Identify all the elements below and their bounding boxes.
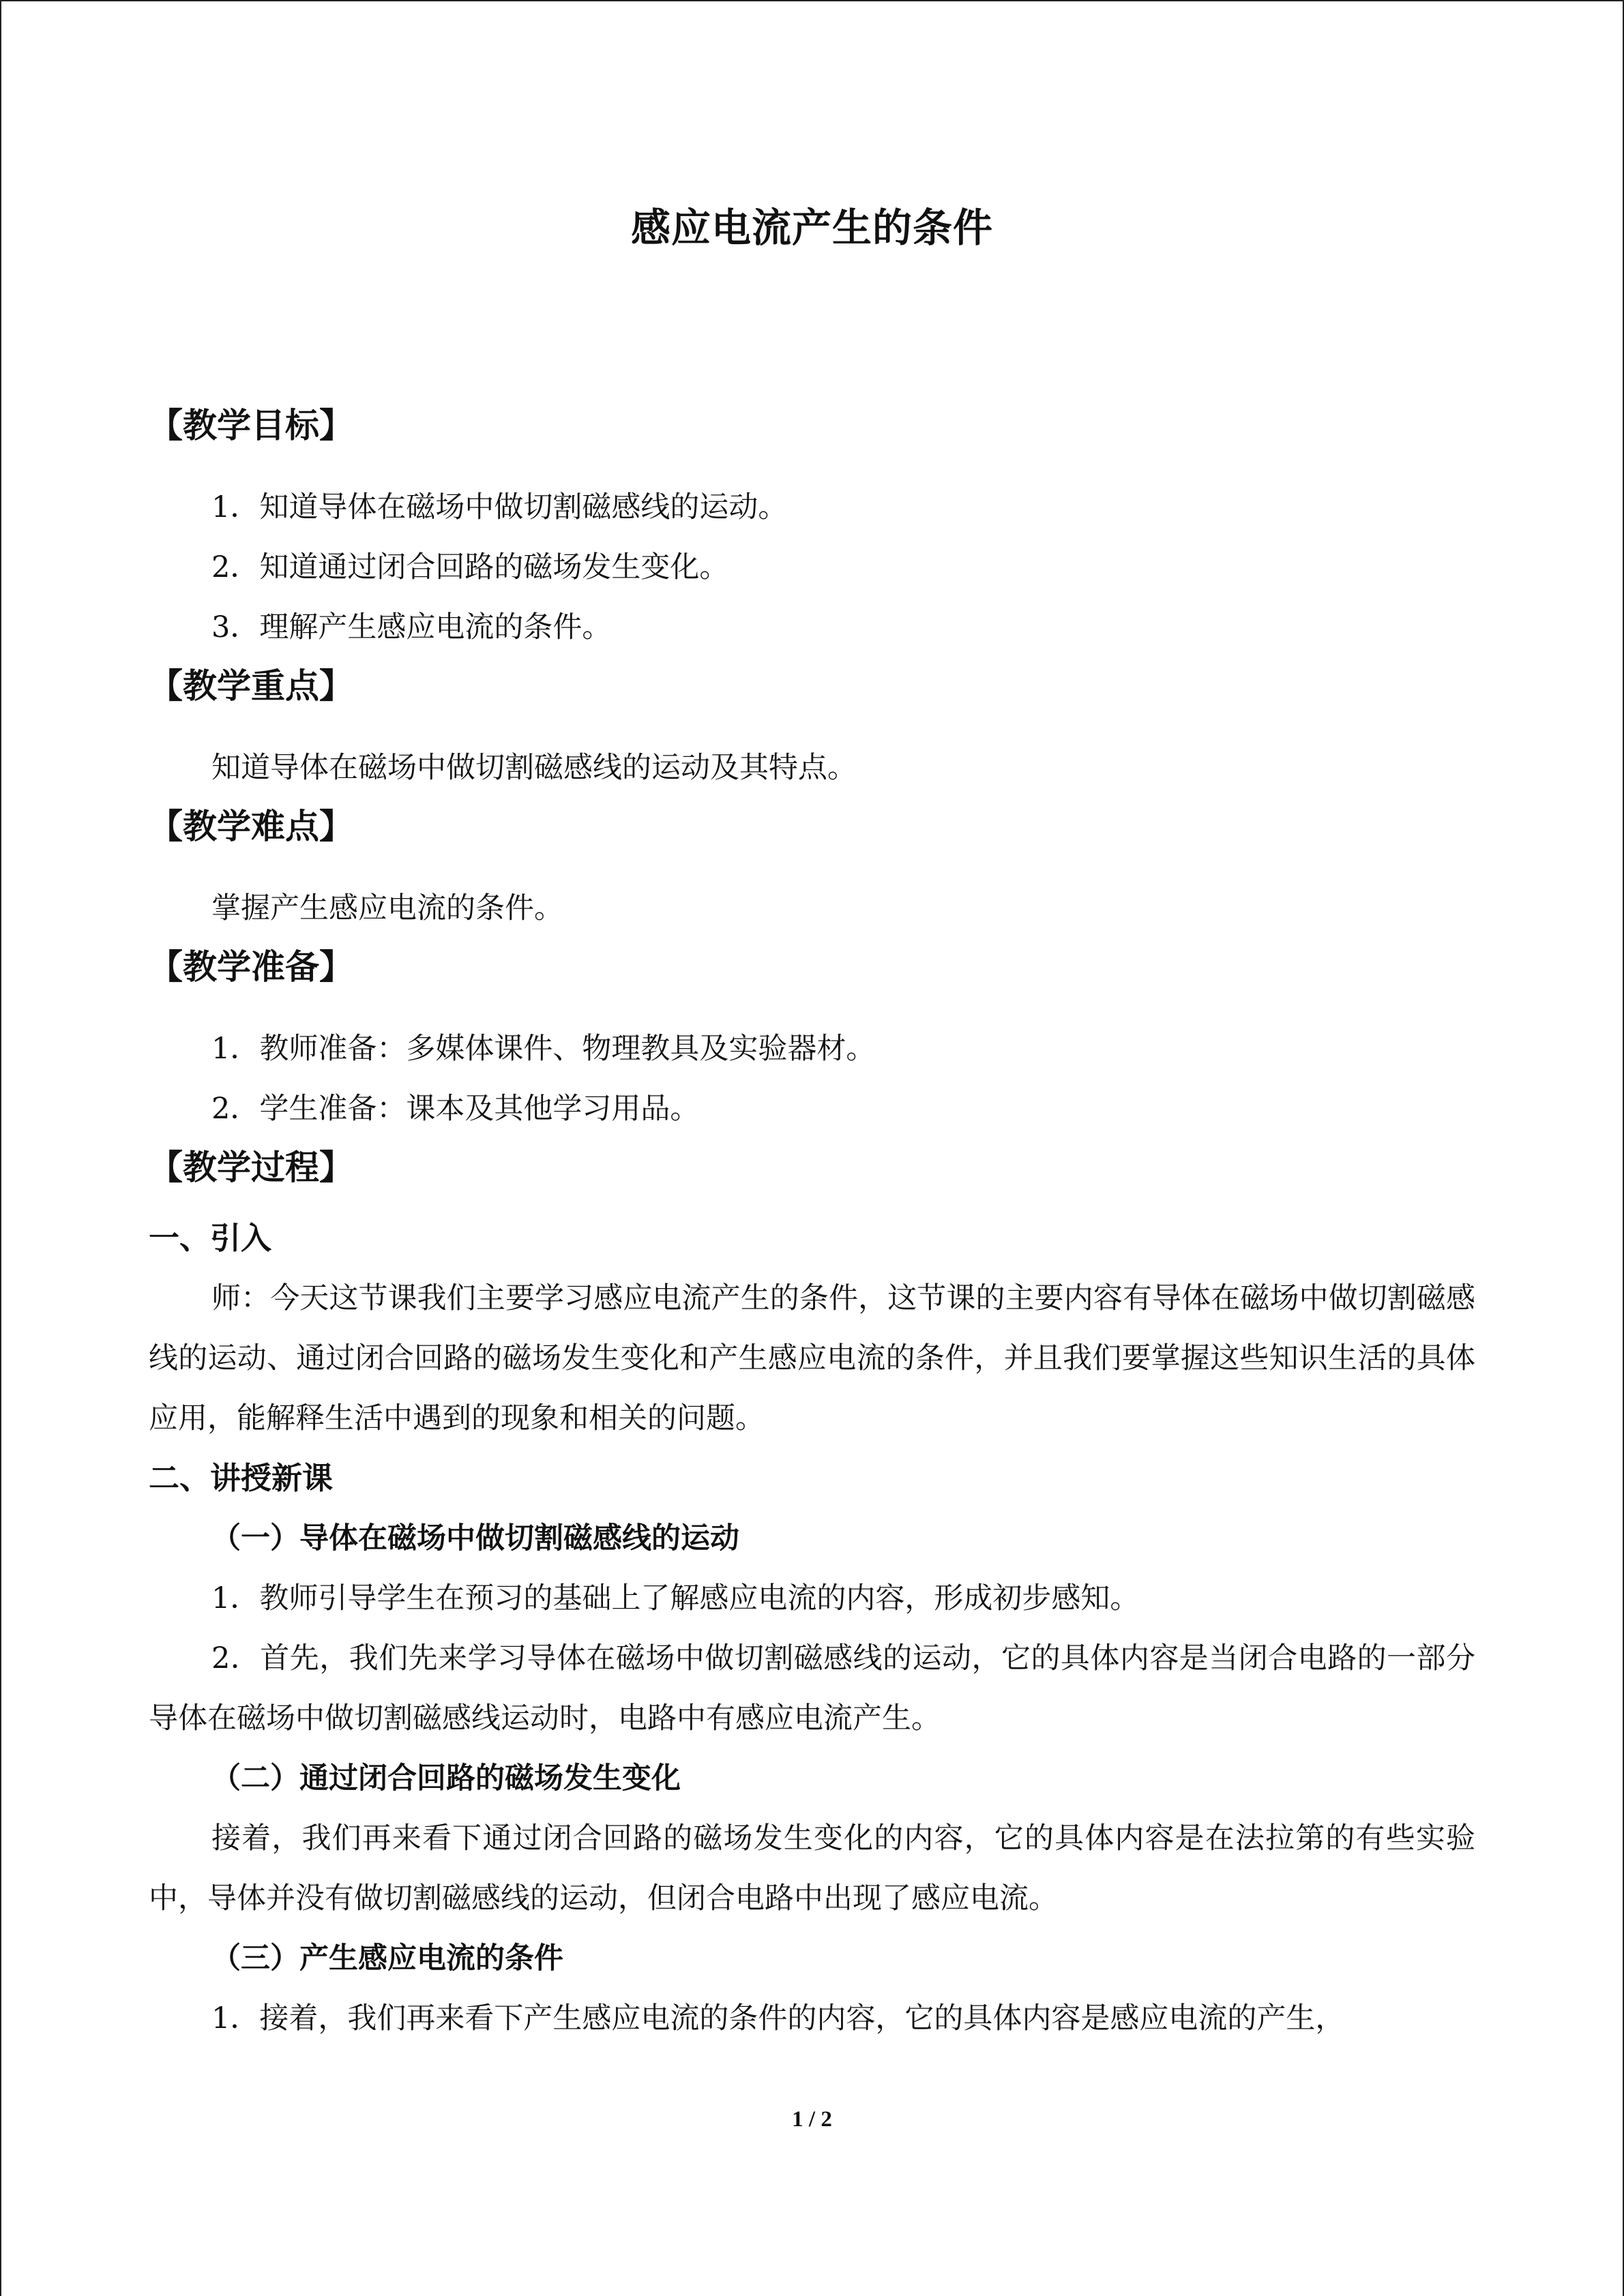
page-border-top [0, 0, 1624, 1]
difficulties-text: 掌握产生感应电流的条件。 [211, 891, 563, 925]
subsection-heading-intro: 一、引入 [149, 1219, 272, 1256]
preparation-item: 2．学生准备：课本及其他学习用品。 [211, 1091, 700, 1126]
page-number: 1 / 2 [792, 2107, 832, 2132]
intro-text: 师：今天这节课我们主要学习感应电流产生的条件，这节课的主要内容有导体在磁场中做切割磁感线的运动、通过闭合回路的磁场发生变化和产生感应电流的条件，并且我们要掌握这些知识生活的具体应用，能解释生活中遇到的现象和相关的问题。 [149, 1281, 1475, 1435]
objective-item: 3．理解产生感应电流的条件。 [211, 610, 612, 644]
section-heading-key-points: 【教学重点】 [149, 666, 353, 706]
section-heading-objectives: 【教学目标】 [149, 405, 353, 445]
spacer [149, 454, 1475, 477]
spacer [149, 996, 1475, 1019]
objective-item: 1．知道导体在磁场中做切割磁感线的运动。 [211, 490, 788, 524]
section-heading-preparation: 【教学准备】 [149, 946, 353, 987]
part3-item: 1．接着，我们再来看下产生感应电流的条件的内容，它的具体内容是感应电流的产生， [211, 2001, 1345, 2036]
part3-heading: （三）产生感应电流的条件 [211, 1941, 563, 1976]
section-preparation [149, 938, 1475, 1139]
part2-text: 接着，我们再来看下通过闭合回路的磁场发生变化的内容，它的具体内容是在法拉第的有些实验中，导体并没有做切割磁感线的运动，但闭合电路中出现了感应电流。 [149, 1821, 1475, 1915]
subsection-heading-new-lesson: 二、讲授新课 [149, 1459, 334, 1496]
spacer [149, 1196, 1475, 1208]
spacer [149, 855, 1475, 878]
document-title: 感应电流产生的条件 [630, 205, 993, 251]
section-process [149, 1139, 1475, 2048]
section-objectives [149, 397, 1475, 657]
page-border-left [0, 0, 1, 2296]
part1-item: 2．首先，我们先来学习导体在磁场中做切割磁感线的运动，它的具体内容是当闭合电路的一部分导体在磁场中做切割磁感线运动时，电路中有感应电流产生。 [149, 1641, 1475, 1735]
document-body [149, 205, 1475, 2048]
part1-heading: （一）导体在磁场中做切割磁感线的运动 [211, 1521, 739, 1555]
section-difficulties [149, 798, 1475, 938]
part2-heading: （二）通过闭合回路的磁场发生变化 [211, 1761, 681, 1795]
objective-item: 2．知道通过闭合回路的磁场发生变化。 [211, 550, 729, 584]
section-heading-difficulties: 【教学难点】 [149, 806, 353, 846]
section-heading-process: 【教学过程】 [149, 1147, 353, 1187]
part1-item: 1．教师引导学生在预习的基础上了解感应电流的内容，形成初步感知。 [211, 1581, 1140, 1615]
section-key-points [149, 657, 1475, 798]
key-points-text: 知道导体在磁场中做切割磁感线的运动及其特点。 [211, 750, 857, 785]
spacer [149, 715, 1475, 738]
preparation-item: 1．教师准备：多媒体课件、物理教具及实验器材。 [211, 1031, 876, 1066]
